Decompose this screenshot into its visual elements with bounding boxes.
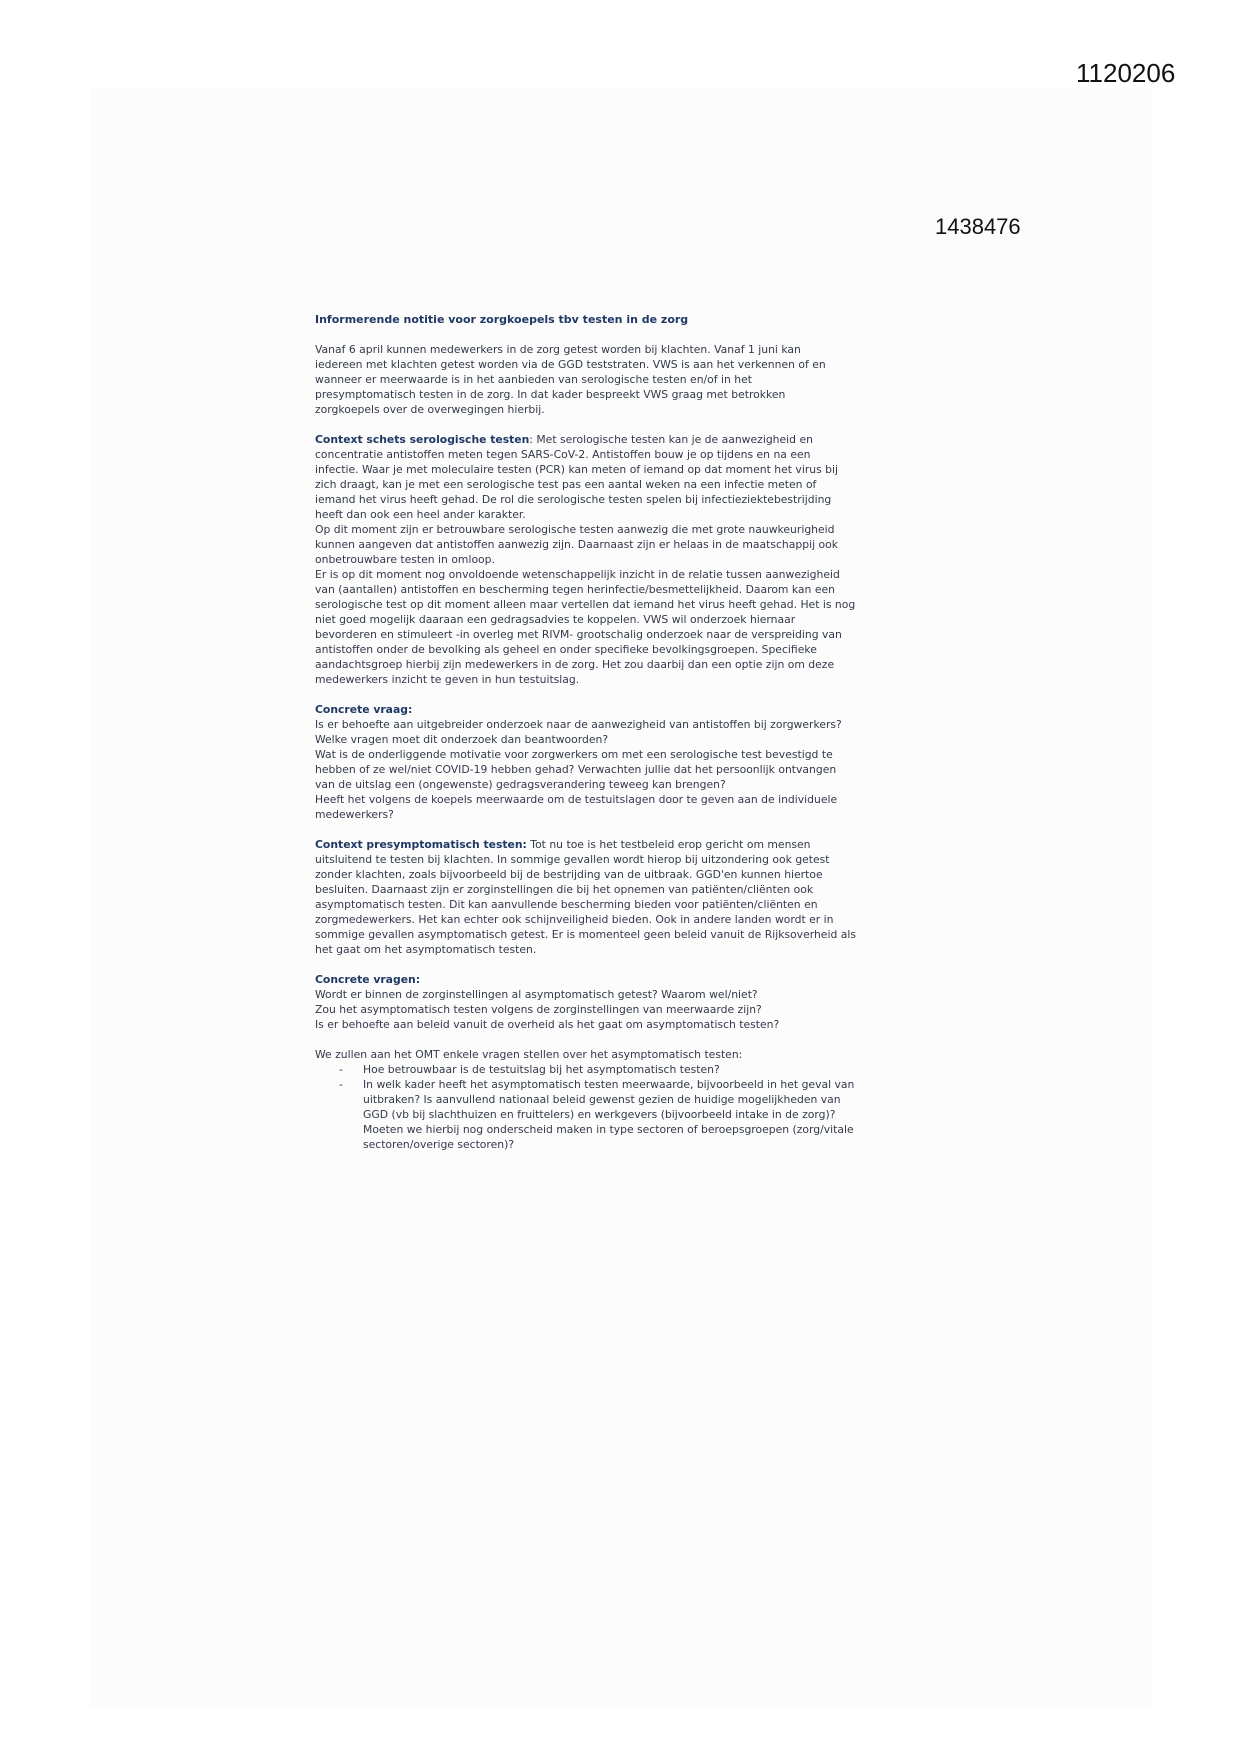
text-line: Is er behoefte aan uitgebreider onderzoek naar de aanwezigheid van antistoffen bij zorgwerkers? xyxy=(315,718,842,731)
text-line: zonder klachten, zoals bijvoorbeeld bij de bestrijding van de uitbraak. GGD'en kunnen hiertoe xyxy=(315,868,823,881)
question2-lines xyxy=(315,987,856,1032)
bullet-dash: - xyxy=(339,1063,343,1076)
presymptomatic-lines xyxy=(315,852,856,957)
text-line: presymptomatisch testen in de zorg. In dat kader bespreekt VWS graag met betrokken xyxy=(315,388,786,401)
serology-section xyxy=(315,432,856,687)
text-line: infectie. Waar je met moleculaire testen (PCR) kan meten of iemand op dat moment het virus bij xyxy=(315,463,839,476)
text-line: Op dit moment zijn er betrouwbare serologische testen aanwezig die met grote nauwkeurigheid xyxy=(315,523,835,536)
text-line: sommige gevallen asymptomatisch getest. Er is momenteel geen beleid vanuit de Rijksoverheid als xyxy=(315,928,856,941)
memo-title: Informerende notitie voor zorgkoepels tbv testen in de zorg xyxy=(315,313,689,326)
presymptomatic-section xyxy=(315,837,856,957)
text-line: Heeft het volgens de koepels meerwaarde om de testuitslagen door te geven aan de individuele xyxy=(315,793,838,806)
text-line: van (aantallen) antistoffen en bescherming tegen herinfectie/besmettelijkheid. Daarom kan een xyxy=(315,583,835,596)
text-line: zorgkoepels over de overwegingen hierbij. xyxy=(315,403,545,416)
text-line: Tot nu toe is het testbeleid erop gericht om mensen xyxy=(526,838,811,851)
bullet-item xyxy=(315,1062,856,1077)
text-line: antistoffen onder de bevolking als geheel en onder specifieke bevolkingsgroepen. Specifieke xyxy=(315,643,817,656)
section-heading: Context presymptomatisch testen: xyxy=(315,838,527,851)
text-line: van de uitslag een (ongewenste) gedragsverandering teweeg kan brengen? xyxy=(315,778,726,791)
text-line: onbetrouwbare testen in omloop. xyxy=(315,553,495,566)
text-line: iedereen met klachten getest worden via de GGD teststraten. VWS is aan het verkennen of en xyxy=(315,358,826,371)
text-line: Welke vragen moet dit onderzoek dan beantwoorden? xyxy=(315,733,609,746)
text-line: besluiten. Daarnaast zijn er zorginstellingen die bij het opnemen van patiënten/cliënten ook xyxy=(315,883,814,896)
text-line: Zou het asymptomatisch testen volgens de zorginstellingen van meerwaarde zijn? xyxy=(315,1003,762,1016)
text-line: zich draagt, kan je met een serologische test pas een aantal weken na een infectie meten of xyxy=(315,478,817,491)
text-line: Moeten we hierbij nog onderscheid maken in type sectoren of beroepsgroepen (zorg/vitale xyxy=(363,1123,854,1136)
bullet-dash: - xyxy=(339,1078,343,1091)
text-line: Hoe betrouwbaar is de testuitslag bij het asymptomatisch testen? xyxy=(363,1063,720,1076)
bullet-item xyxy=(315,1077,856,1092)
text-line: Is er behoefte aan beleid vanuit de overheid als het gaat om asymptomatisch testen? xyxy=(315,1018,780,1031)
text-line: Wordt er binnen de zorginstellingen al asymptomatisch getest? Waarom wel/niet? xyxy=(315,988,758,1001)
section-heading: Context schets serologische testen xyxy=(315,433,530,446)
text-line: iemand het virus heeft gehad. De rol die serologische testen spelen bij infectieziektebestrijding xyxy=(315,493,832,506)
omt-section xyxy=(315,1047,856,1152)
text-line: wanneer er meerwaarde is in het aanbieden van serologische testen en/of in het xyxy=(315,373,753,386)
document-number-secondary: 1438476 xyxy=(935,214,1021,239)
text-line: heeft dan ook een heel ander karakter. xyxy=(315,508,526,521)
intro-paragraph xyxy=(315,342,856,417)
text-line: uitsluitend te testen bij klachten. In sommige gevallen wordt hierop bij uitzondering ook getest xyxy=(315,853,830,866)
text-line: niet goed mogelijk daaraan een gedragsadvies te koppelen. VWS wil onderzoek hiernaar xyxy=(315,613,796,626)
text-line: asymptomatisch testen. Dit kan aanvullende bescherming bieden voor patiënten/cliënten en xyxy=(315,898,818,911)
text-line: aandachtsgroep hierbij zijn medewerkers in de zorg. Het zou daarbij dan een optie zijn om deze xyxy=(315,658,835,671)
text-line: uitbraken? Is aanvullend nationaal beleid gewenst gezien de huidige mogelijkheden van xyxy=(363,1093,841,1106)
text-line: We zullen aan het OMT enkele vragen stellen over het asymptomatisch testen: xyxy=(315,1048,743,1061)
text-line: sectoren/overige sectoren)? xyxy=(363,1138,515,1151)
text-line: zorgmedewerkers. Het kan echter ook schijnveiligheid bieden. Ook in andere landen wordt er in xyxy=(315,913,834,926)
text-line: hebben of ze wel/niet COVID-19 hebben gehad? Verwachten jullie dat het persoonlijk ontvangen xyxy=(315,763,837,776)
text-line: GGD (vb bij slachthuizen en fruittelers) en werkgevers (bijvoorbeeld intake in de zorg)? xyxy=(363,1108,836,1121)
text-line: : Met serologische testen kan je de aanwezigheid en xyxy=(529,433,813,446)
document-number-top: 1120206 xyxy=(1076,58,1176,88)
text-line: concentratie antistoffen meten tegen SARS-CoV-2. Antistoffen bouw je op tijdens en na een xyxy=(315,448,811,461)
text-line: medewerkers? xyxy=(315,808,394,821)
text-line: In welk kader heeft het asymptomatisch testen meerwaarde, bijvoorbeeld in het geval van xyxy=(363,1078,855,1091)
text-line: Vanaf 6 april kunnen medewerkers in de zorg getest worden bij klachten. Vanaf 1 juni kan xyxy=(315,343,801,356)
text-line: Wat is de onderliggende motivatie voor zorgwerkers om met een serologische test bevestigd te xyxy=(315,748,833,761)
text-line: Er is op dit moment nog onvoldoende wetenschappelijk inzicht in de relatie tussen aanwezigheid xyxy=(315,568,840,581)
memo-body xyxy=(315,312,856,1152)
text-line: medewerkers inzicht te geven in hun testuitslag. xyxy=(315,673,580,686)
question1-section xyxy=(315,702,856,822)
text-line: kunnen aangeven dat antistoffen aanwezig zijn. Daarnaast zijn er helaas in de maatschappij ook xyxy=(315,538,838,551)
section-heading: Concrete vragen: xyxy=(315,973,421,986)
section-heading: Concrete vraag: xyxy=(315,703,413,716)
serology-lines xyxy=(315,447,856,687)
question2-section xyxy=(315,972,856,1032)
text-line: het gaat om het asymptomatisch testen. xyxy=(315,943,537,956)
text-line: serologische test op dit moment alleen maar vertellen dat iemand het virus heeft gehad. Het is nog xyxy=(315,598,856,611)
question1-lines xyxy=(315,717,856,822)
text-line: bevorderen en stimuleert -in overleg met RIVM- grootschalig onderzoek naar de verspreiding van xyxy=(315,628,842,641)
